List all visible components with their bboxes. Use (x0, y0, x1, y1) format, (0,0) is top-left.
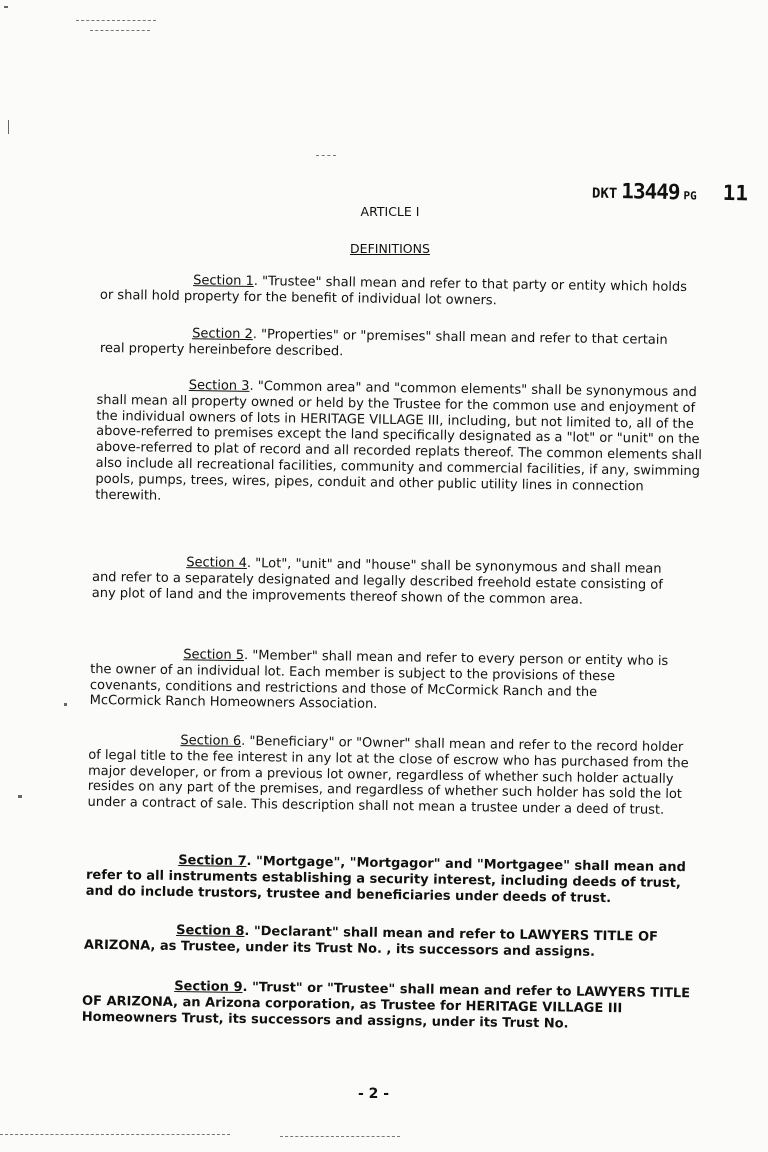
docket-stamp (592, 179, 748, 206)
section-heading: Section 2 (192, 326, 253, 343)
section-heading: Section 9 (174, 979, 243, 995)
definitions-heading: DEFINITIONS (350, 241, 430, 256)
section-body: . "Lot", "unit" and "house" shall be synonymous and shall mean and refer to a separately designated and legally described freehold estate consisting of any plot of land and the improvements thereof shown of the common area. (91, 556, 663, 608)
section-8 (84, 922, 698, 962)
scan-artifact (64, 703, 67, 706)
section-body: . "Trustee" shall mean and refer to that party or entity which holds or shall hold property for the benefit of individual lot owners. (99, 273, 688, 309)
section-heading: Section 4 (186, 555, 248, 572)
section-heading: Section 8 (176, 922, 245, 939)
section-body: . "Trust" or "Trustee" shall mean and refer to LAWYERS TITLE OF ARIZONA, an Arizona corporation, as Trustee for HERITAGE VILLAGE III Homeowners Trust, its successors and assigns, under its Trust No. (81, 979, 691, 1032)
section-7 (86, 852, 693, 908)
section-heading: Section 1 (193, 273, 254, 289)
scan-artifact (76, 20, 156, 22)
docket-page-number: 11 (722, 180, 749, 206)
section-heading: Section 6 (180, 733, 242, 749)
section-body: . "Member" shall mean and refer to every person or entity who is the owner of an individual lot. Each member is subject to the provisions of these covenants, conditions and restrictions and those of McCormick Ranch and the McCormick Ranch Homeowners Association. (89, 648, 669, 713)
section-body: . "Mortgage", "Mortgagor" and "Mortgagee" shall mean and refer to all instruments establishing a security interest, including deeds of trust, and do include trustors, trustee and beneficiaries under deeds of trust. (85, 854, 686, 906)
scan-artifact (316, 155, 336, 157)
section-2 (100, 325, 680, 365)
section-1 (100, 272, 700, 312)
docket-number: 13449 (621, 179, 680, 205)
scan-artifact (18, 795, 22, 798)
section-body: . "Beneficiary" or "Owner" shall mean and refer to the record holder of legal title to the fee interest in any lot at the close of escrow who has purchased from the major developer, or from a previous lot owner, regardless of whether such holder actually resides on any part of the premises, and regardless of whether such holder has sold the lot under a contract of sale. This description shall not mean a trustee under a deed of trust. (87, 733, 689, 819)
page-number: - 2 - (358, 1086, 390, 1102)
section-3 (95, 377, 709, 512)
section-5 (90, 646, 671, 717)
section-heading: Section 7 (178, 853, 247, 870)
scan-artifact (90, 30, 150, 32)
scan-artifact (8, 120, 9, 134)
scan-artifact (280, 1136, 400, 1138)
section-heading: Section 5 (183, 647, 245, 664)
section-body: . "Common area" and "common elements" shall be synonymous and shall mean all property owned or held by the Trustee for the common use and enjoyment of the individual owners of lots in HERITAGE VILLAGE III, including, but not limited to, all of the above-referred to premises except the land specifically designated as a "lot" or "unit" on the above-referred to plat of record and all recorded replats thereof. The common elements shall also include all recreational facilities, community and commercial facilities, if any, swimming pools, pumps, trees, wires, pipes, conduit and other public utility lines in connection therewith. (95, 378, 703, 504)
article-heading: ARTICLE I (360, 204, 420, 219)
docket-page-label: PG (683, 189, 697, 203)
scan-artifact (0, 1134, 230, 1136)
section-heading: Section 3 (188, 378, 250, 394)
section-9 (82, 978, 693, 1034)
section-4 (92, 554, 689, 610)
section-6 (87, 732, 690, 819)
scan-artifact (4, 6, 8, 8)
section-body: . "Declarant" shall mean and refer to LAWYERS TITLE OF ARIZONA, as Trustee, under its Trust No. , its successors and assigns. (83, 923, 659, 960)
docket-label: DKT (591, 185, 618, 203)
section-body: . "Properties" or "premises" shall mean and refer to that certain real property hereinbefore described. (99, 327, 668, 360)
